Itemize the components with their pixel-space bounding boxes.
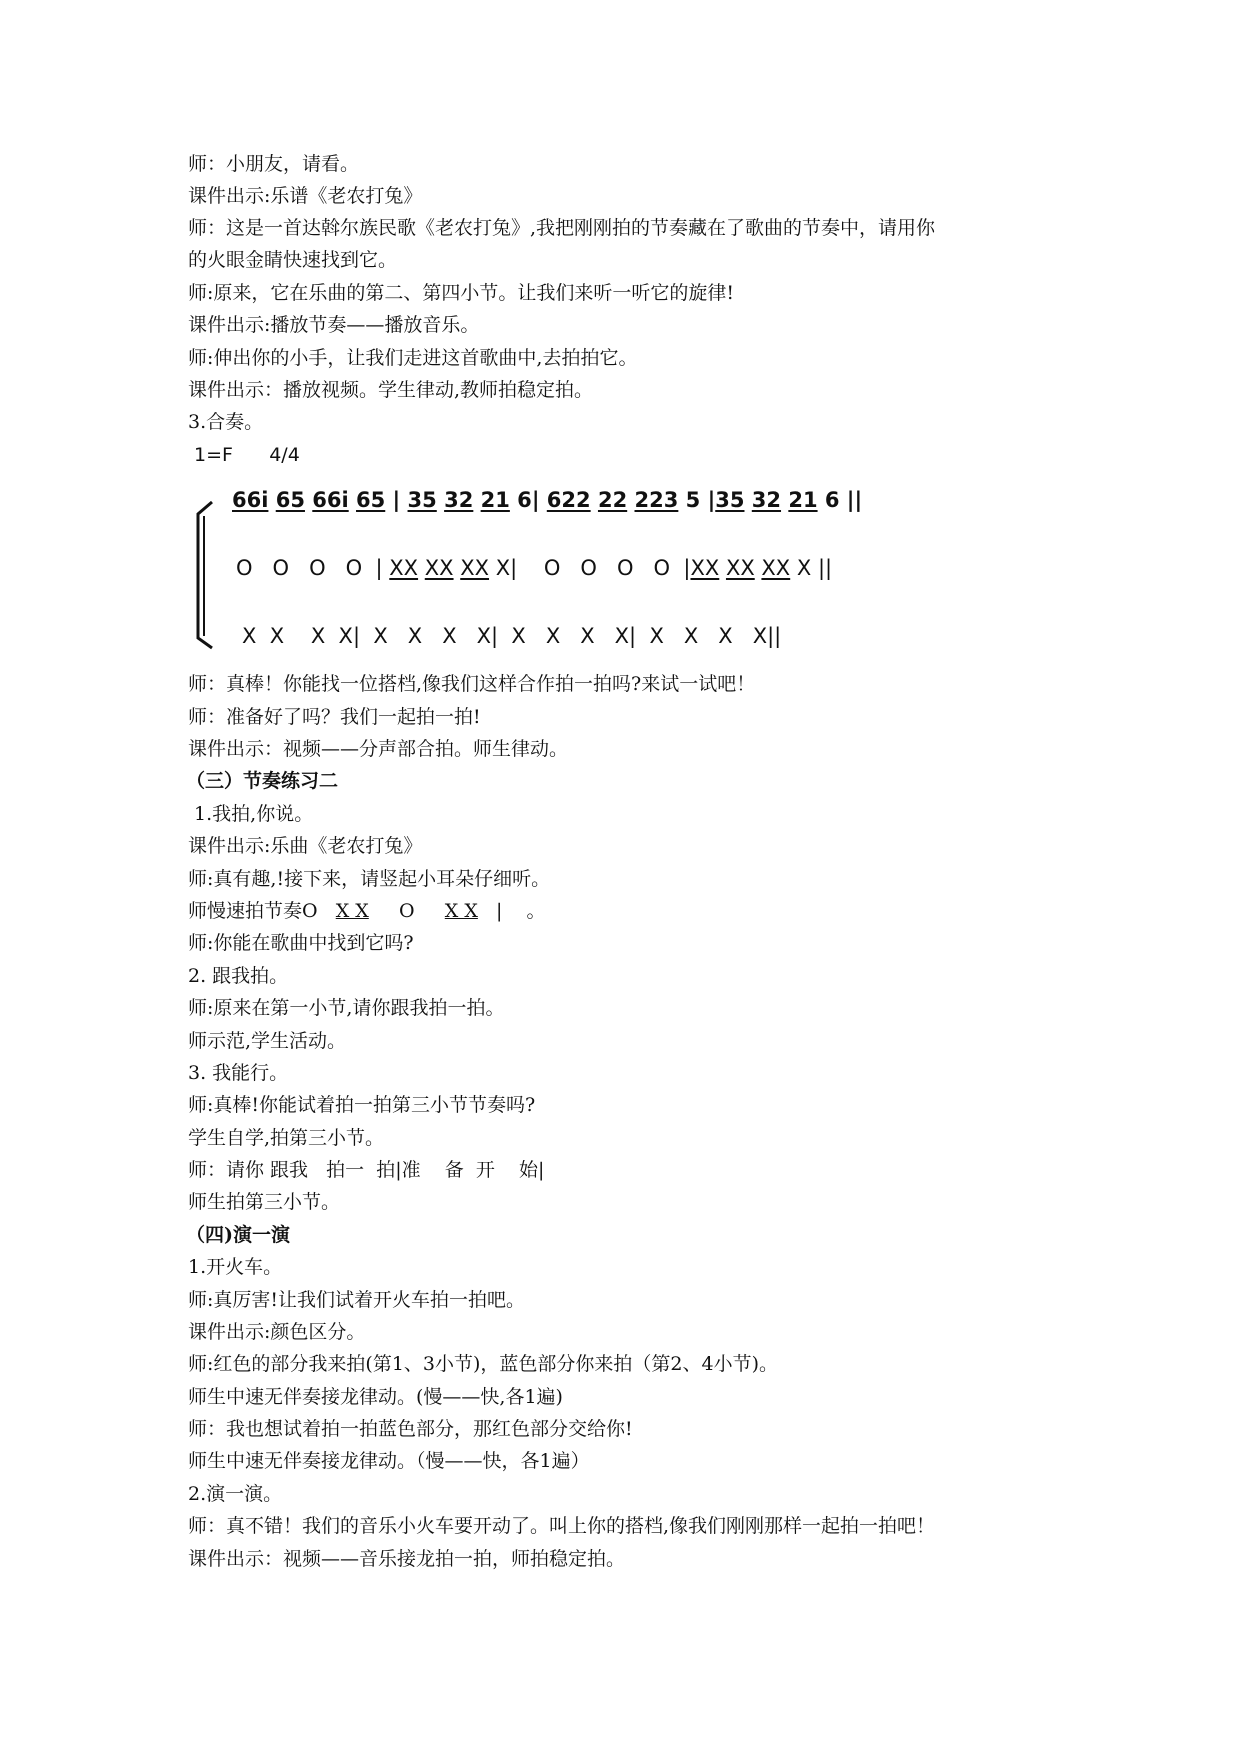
text-line: 课件出示：播放视频。学生律动,教师拍稳定拍。 <box>188 379 594 401</box>
rhythm-text-line: 师慢速拍节奏O X X O X X | 。 <box>188 900 546 922</box>
text-line: 1.我拍,你说。 <box>188 803 314 825</box>
text-line: 师：准备好了吗？我们一起拍一拍! <box>188 706 481 728</box>
text-line: 师示范,学生活动。 <box>188 1030 347 1052</box>
text-line: 师:你能在歌曲中找到它吗? <box>188 932 414 954</box>
text-line: 3. 我能行。 <box>188 1062 289 1084</box>
text-line: 师生拍第三小节。 <box>188 1191 341 1213</box>
text-line: 师：真不错！我们的音乐小火车要开动了。叫上你的搭档,像我们刚刚那样一起拍一拍吧！ <box>188 1515 936 1537</box>
text-line: 1.开火车。 <box>188 1256 283 1278</box>
text-line: 师：小朋友，请看。 <box>188 153 360 175</box>
text-line: 师：请你 跟我 拍一 拍|准 备 开 始| <box>188 1159 545 1181</box>
section-heading: （三）节奏练习二 <box>186 770 339 792</box>
text-line: 师:真厉害!让我们试着开火车拍一拍吧。 <box>188 1289 526 1311</box>
text-line: 师:真有趣,!接下来，请竖起小耳朵仔细听。 <box>188 868 551 890</box>
text-line: 师:真棒!你能试着拍一拍第三小节节奏吗? <box>188 1094 536 1116</box>
text-line: 师：我也想试着拍一拍蓝色部分，那红色部分交给你! <box>188 1418 633 1440</box>
text-line: 课件出示:乐曲《老农打兔》 <box>188 835 423 857</box>
text-line: 的火眼金睛快速找到它。 <box>188 249 398 271</box>
text-line: 师：这是一首达斡尔族民歌《老农打兔》,我把刚刚拍的节奏藏在了歌曲的节奏中，请用你 <box>188 217 936 239</box>
text-line: 师:红色的部分我来拍(第1、3小节)，蓝色部分你来拍（第2、4小节)。 <box>188 1353 778 1375</box>
text-line: 师生中速无伴奏接龙律动。（慢——快，各1遍） <box>188 1450 590 1472</box>
text-line: 课件出示：视频——音乐接龙拍一拍，师拍稳定拍。 <box>188 1548 626 1570</box>
text-line: 师：真棒！你能找一位搭档,像我们这样合作拍一拍吗?来试一试吧！ <box>188 673 756 695</box>
text-line: 课件出示:播放节奏——播放音乐。 <box>188 314 480 336</box>
melody-row: 66i 65 66i 65 | 35 32 21 6| 622 22 223 5 |35 32 21 6 || <box>232 488 863 512</box>
text-line: 课件出示:颜色区分。 <box>188 1321 366 1343</box>
text-line: 2.演一演。 <box>188 1483 283 1505</box>
text-line: 师:原来在第一小节,请你跟我拍一拍。 <box>188 997 505 1019</box>
part2-row: O O O O | XX XX XX X| O O O O |XX XX XX X || <box>236 556 833 580</box>
text-line: 学生自学,拍第三小节。 <box>188 1127 385 1149</box>
text-line: 师生中速无伴奏接龙律动。(慢——快,各1遍) <box>188 1386 563 1408</box>
key-time-signature: 1=F 4/4 <box>188 444 300 466</box>
text-line: 师:原来，它在乐曲的第二、第四小节。让我们来听一听它的旋律! <box>188 282 735 304</box>
part3-row: X X X X| X X X X| X X X X| X X X X|| <box>242 624 782 648</box>
rhythm-score <box>190 488 910 656</box>
section-heading: （四)演一演 <box>186 1224 290 1246</box>
text-line: 课件出示:乐谱《老农打兔》 <box>188 185 423 207</box>
text-line: 2. 跟我拍。 <box>188 965 289 987</box>
text-line: 师:伸出你的小手，让我们走进这首歌曲中,去拍拍它。 <box>188 347 638 369</box>
score-bracket <box>190 488 230 656</box>
text-line: 3.合奏。 <box>188 411 264 433</box>
text-line: 课件出示：视频——分声部合拍。师生律动。 <box>188 738 569 760</box>
